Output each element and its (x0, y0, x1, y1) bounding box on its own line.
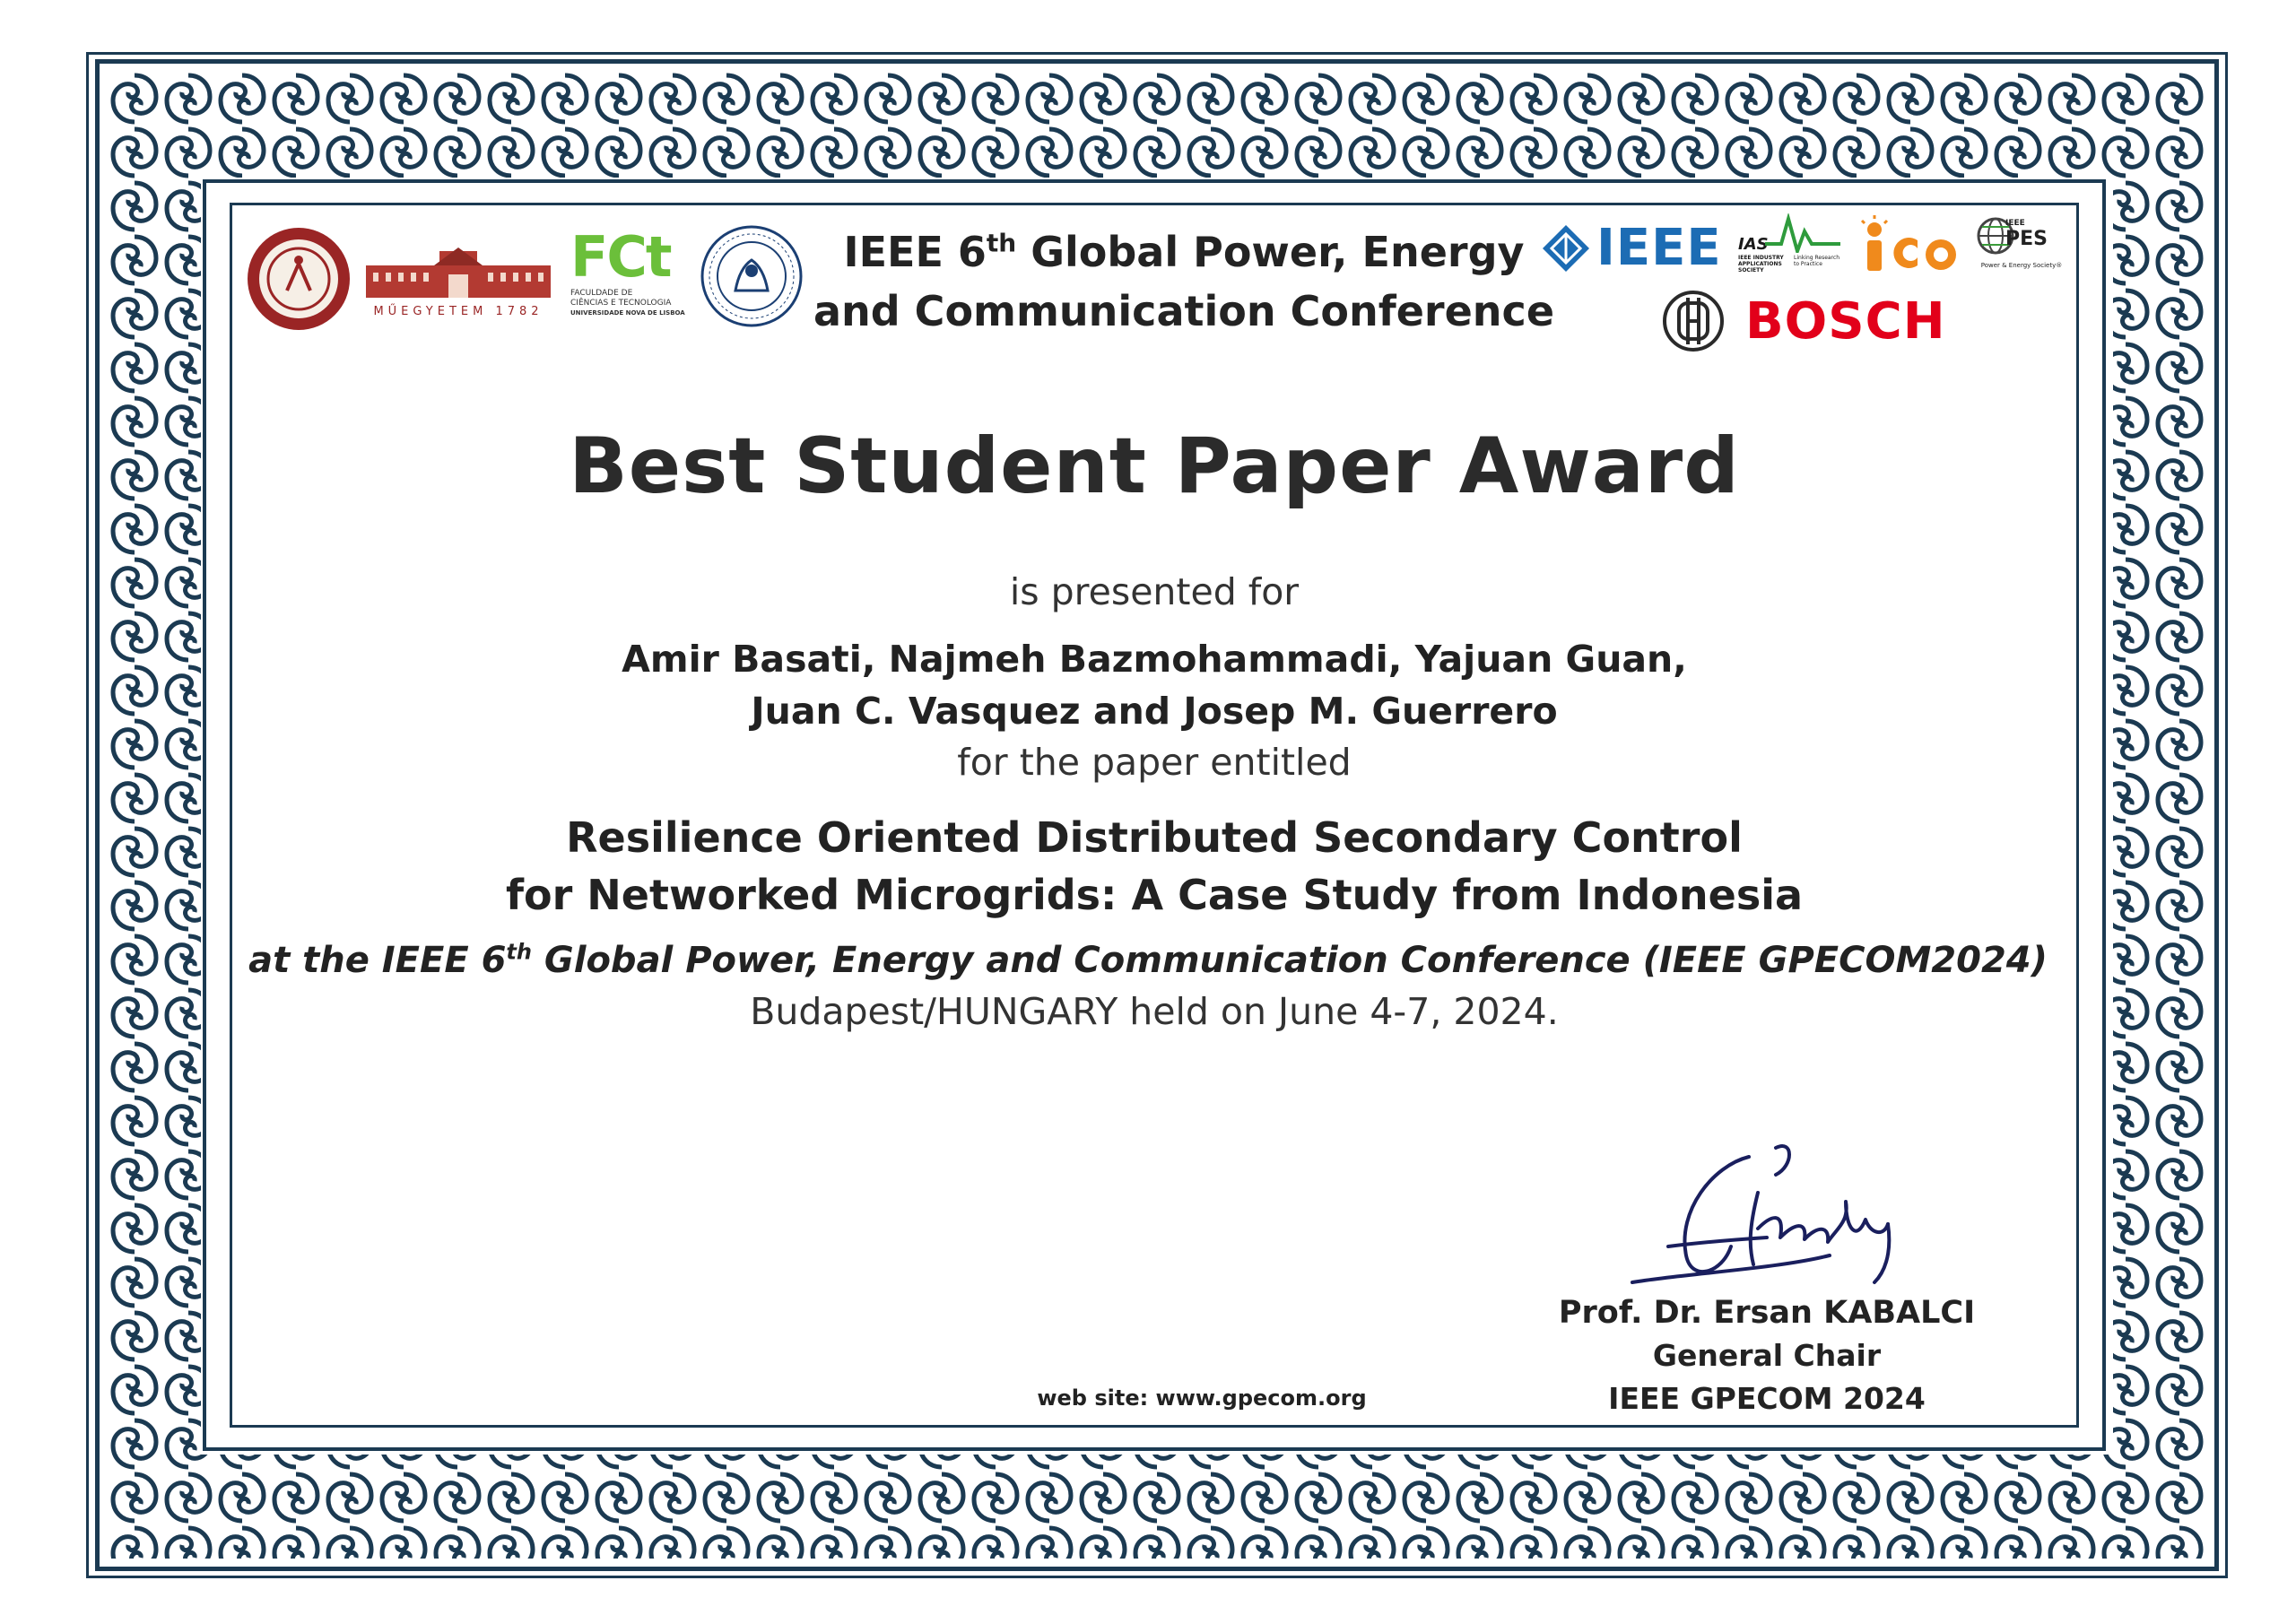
signatory-block (1516, 1291, 2018, 1420)
signatory-event: IEEE GPECOM 2024 (1608, 1381, 1926, 1416)
conference-title (789, 222, 1578, 341)
conference-title-line1-suffix: Global Power, Energy (1016, 228, 1525, 276)
award-title: Best Student Paper Award (569, 421, 1740, 511)
muegyetem-logo (362, 248, 554, 318)
website-link[interactable]: web site: www.gpecom.org (1037, 1385, 1367, 1411)
paper-title-line2: for Networked Microgrids: A Case Study from Indonesia (505, 871, 1804, 919)
event-place-date: Budapest/HUNGARY held on June 4-7, 2024. (750, 990, 1559, 1033)
haci-bektas-university-seal-logo (246, 226, 352, 332)
ias-pulse-icon (1765, 213, 1840, 253)
fct-subtitle-2: CIÊNCIAS E TECNOLOGIA (570, 299, 672, 308)
fct-wordmark: FCt (570, 224, 671, 290)
conference-title-line2: and Communication Conference (813, 287, 1555, 335)
ico-logo (1855, 213, 1961, 276)
signature-image (1614, 1139, 1937, 1300)
signatory-role: General Chair (1652, 1338, 1882, 1373)
ias-wordmark: IAS (1738, 235, 1769, 254)
ieee-diamond-icon (1541, 223, 1591, 274)
venue-line (206, 940, 2090, 981)
venue-sup: th (506, 939, 532, 965)
pes-wordmark: PES (2005, 228, 2048, 250)
fct-subtitle-1: FACULDADE DE (570, 289, 633, 298)
ieee-logo (1541, 219, 1722, 277)
muegyetem-text: MŰEGYETEM 1782 (373, 305, 544, 318)
conference-title-line1-prefix: IEEE 6 (843, 228, 987, 276)
ias-subtitle: IEEE INDUSTRY APPLICATIONS SOCIETY (1738, 255, 1784, 274)
fct-subtitle-3: UNIVERSIDADE NOVA DE LISBOA (570, 309, 685, 317)
presented-for-text: is presented for (1009, 570, 1300, 613)
paper-title (230, 809, 2079, 924)
authors (230, 633, 2079, 737)
paper-entitled-text: for the paper entitled (957, 741, 1352, 784)
signatory-name: Prof. Dr. Ersan KABALCI (1558, 1295, 1976, 1331)
authors-line1: Amir Basati, Najmeh Bazmohammadi, Yajuan Guan, (622, 638, 1687, 681)
paper-title-line1: Resilience Oriented Distributed Secondary Control (566, 813, 1743, 862)
venue-suffix: Global Power, Energy and Communication Conference (IEEE GPECOM2024) (531, 940, 2048, 981)
ias-tagline: Linking Research to Practice (1794, 255, 1839, 267)
ieee-pes-logo (1971, 213, 2072, 278)
muegyetem-building-icon (362, 248, 554, 300)
pannonian-university-seal-logo (700, 224, 804, 328)
pes-subtitle: Power & Energy Society® (1980, 262, 2063, 269)
bosch-wordmark: BOSCH (1745, 291, 1946, 351)
ieee-wordmark: IEEE (1596, 219, 1722, 277)
ias-logo (1738, 213, 1840, 278)
bosch-armature-icon (1661, 289, 1726, 353)
authors-line2: Juan C. Vasquez and Josep M. Guerrero (751, 690, 1558, 733)
fct-logo (570, 224, 692, 317)
ieee-small-label: IEEE (2005, 219, 2025, 228)
venue-prefix: at the IEEE 6 (248, 940, 507, 981)
conference-title-line1-sup: th (986, 228, 1017, 258)
bosch-logo (1661, 289, 1946, 353)
